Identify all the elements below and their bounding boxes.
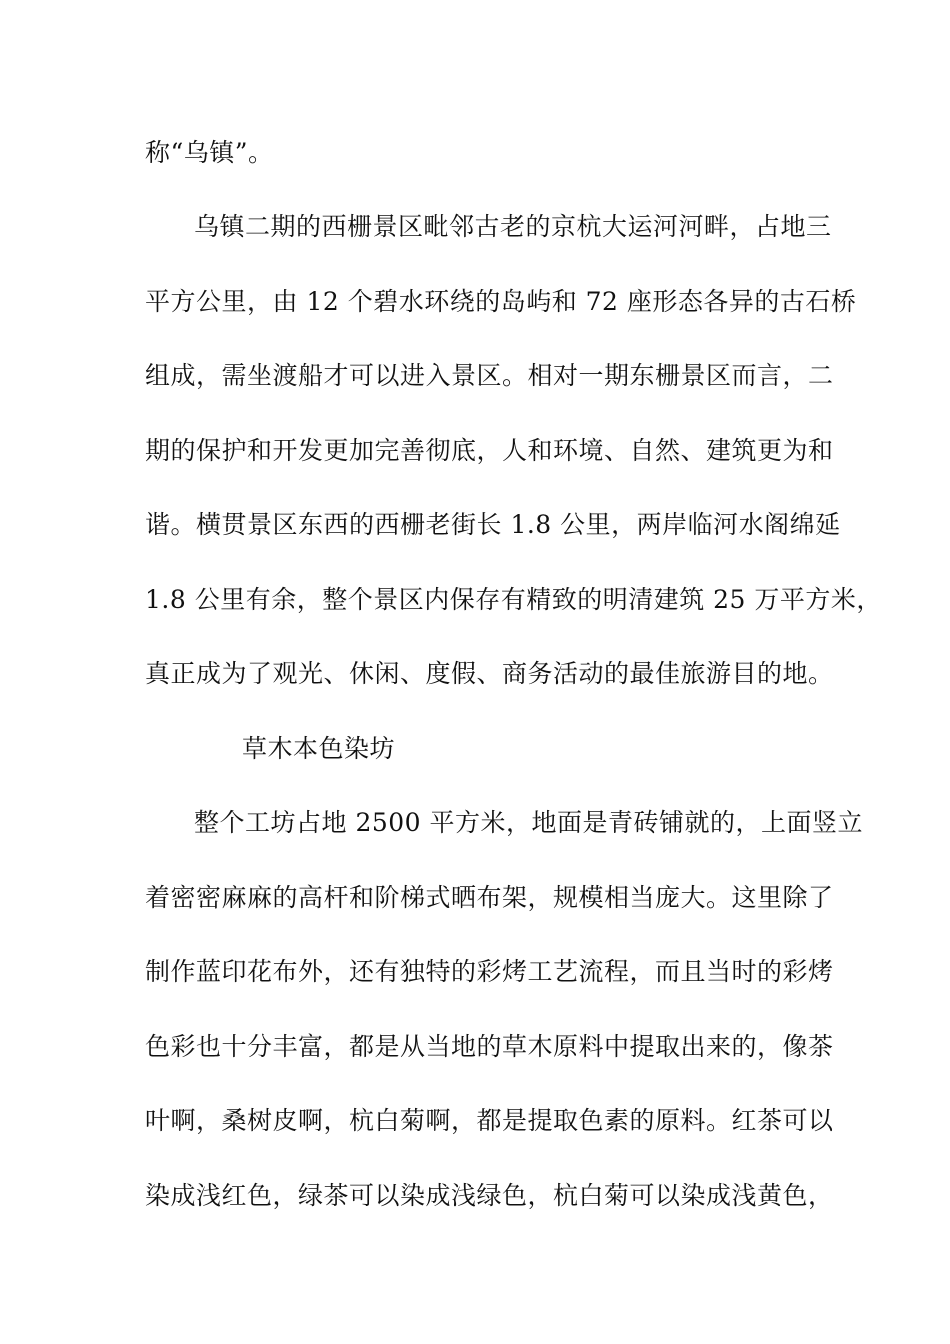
text-line: 组成，需坐渡船才可以进入景区。相对一期东栅景区而言，二 bbox=[145, 361, 834, 390]
section-heading: 草木本色染坊 bbox=[242, 734, 396, 763]
text-line: 着密密麻麻的高杆和阶梯式晒布架，规模相当庞大。这里除了 bbox=[145, 883, 834, 912]
text-line: 1.8 公里有余，整个景区内保存有精致的明清建筑 25 万平方米， bbox=[145, 585, 882, 614]
text-line: 染成浅红色，绿茶可以染成浅绿色，杭白菊可以染成浅黄色， bbox=[145, 1181, 834, 1210]
paragraph-start-line: 整个工坊占地 2500 平方米，地面是青砖铺就的，上面竖立 bbox=[194, 808, 864, 837]
text-line: 真正成为了观光、休闲、度假、商务活动的最佳旅游目的地。 bbox=[145, 659, 834, 688]
text-line: 制作蓝印花布外，还有独特的彩烤工艺流程，而且当时的彩烤 bbox=[145, 957, 834, 986]
text-line: 色彩也十分丰富，都是从当地的草木原料中提取出来的，像茶 bbox=[145, 1032, 834, 1061]
text-line: 叶啊，桑树皮啊，杭白菊啊，都是提取色素的原料。红茶可以 bbox=[145, 1106, 834, 1135]
text-line: 称“乌镇”。 bbox=[145, 138, 274, 167]
text-line: 期的保护和开发更加完善彻底，人和环境、自然、建筑更为和 bbox=[145, 436, 834, 465]
paragraph-start-line: 乌镇二期的西栅景区毗邻古老的京杭大运河河畔，占地三 bbox=[194, 212, 832, 241]
text-line: 平方公里，由 12 个碧水环绕的岛屿和 72 座形态各异的古石桥 bbox=[145, 287, 857, 316]
text-line: 谐。横贯景区东西的西栅老街长 1.8 公里，两岸临河水阁绵延 bbox=[145, 510, 841, 539]
